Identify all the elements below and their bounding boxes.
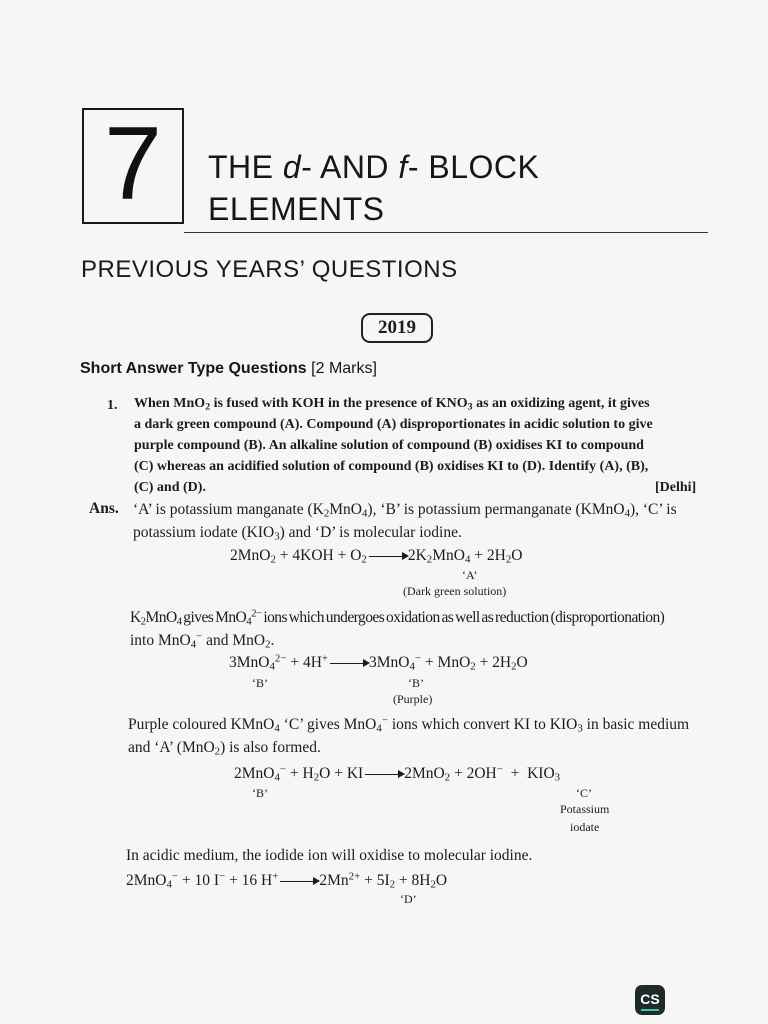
question-type-heading (80, 360, 377, 378)
label-c: ‘C’ (576, 786, 592, 800)
chapter-title-d: d (282, 149, 302, 185)
reaction-arrow (330, 663, 368, 664)
equation-manganate: $2MnO_2 + 4KOH + O_2$ $2K_2MnO_4 + 2H_2O$ (230, 547, 523, 566)
question-type-marks: [2 Marks] (311, 360, 377, 377)
question-line: (C) and (D). (134, 480, 206, 495)
year-badge: 2019 (378, 317, 416, 338)
question-text (134, 393, 714, 498)
question-line: purple compound (B). An alkaline solution of compound (B) oxidises KI to compound (134, 438, 644, 453)
answer-line: into MnO$_4$− and MnO$_2$. (130, 630, 275, 651)
answer-label: Ans. (89, 500, 119, 517)
chapter-title-line2: ELEMENTS (208, 191, 385, 227)
chapter-title-prefix: THE (208, 149, 283, 185)
reaction-arrow (369, 556, 407, 557)
reaction-arrow (280, 881, 318, 882)
question-source: [Delhi] (655, 480, 697, 495)
question-number: 1. (107, 398, 118, 413)
chapter-title-f: f (398, 149, 408, 185)
chapter-title-mid: - AND (301, 149, 399, 185)
answer-intro (133, 498, 723, 544)
iodate-label: iodate (570, 820, 600, 834)
title-divider (184, 232, 708, 233)
section-title: PREVIOUS YEARS’ QUESTIONS (81, 256, 458, 283)
chapter-title-suffix: - BLOCK (407, 149, 540, 185)
answer-line: Purple coloured KMnO$_4$ ‘C’ gives MnO$_4$− ions which convert KI to $KIO_3$ in basic medium (128, 714, 690, 735)
equation-basic-medium: $2MnO_4^- + H_2O$ + KI $2MnO_2 + 2OH^- + KIO_3$ (234, 763, 561, 784)
chapter-title (208, 146, 539, 230)
reaction-arrow (365, 774, 403, 775)
chapter-number: 7 (104, 106, 162, 222)
label-d: ‘D’ (400, 892, 417, 906)
answer-line: $K_2MnO_4$ gives MnO$_4^{2-}$ ions which undergoes oxidation as well as reduction (disproportionation) (130, 607, 665, 628)
label-b: ‘B’ (252, 786, 268, 800)
question-line: a dark green compound (A). Compound (A) disproportionates in acidic solution to give (134, 417, 653, 432)
dark-green-label: (Dark green solution) (403, 584, 507, 598)
answer-line: and ‘A’ (MnO$_2$) is also formed. (128, 739, 321, 758)
answer-line: ‘A’ is potassium manganate $(K_2MnO_4)$, ‘B’ is potassium permanganate (KMnO$_4$), ‘C’ is (133, 501, 677, 520)
equation-acidic-medium: 2MnO$_4$− + 10 I− + 16 H+ $2Mn^{2+} + 5I_2 + 8H_2O$ (126, 870, 448, 891)
camscanner-logo-icon: CS (635, 985, 665, 1015)
question-line: (C) whereas an acidified solution of compound (B) oxidises KI to (D). Identify (A), (B), (134, 459, 649, 474)
question-type-label: Short Answer Type Questions (80, 360, 307, 377)
answer-line: potassium iodate $(KIO_3)$ and ‘D’ is molecular iodine. (133, 524, 462, 543)
purple-label: (Purple) (393, 692, 433, 706)
potassium-label: Potassium (560, 802, 610, 816)
disproportionation-text (130, 606, 730, 652)
basic-medium-text (128, 713, 728, 759)
label-a: ‘A’ (462, 568, 478, 582)
question-line: When MnO$_2$ is fused with KOH in the presence of $KNO_3$ as an oxidizing agent, it gives (134, 396, 650, 413)
acidic-medium-text: In acidic medium, the iodide ion will oxidise to molecular iodine. (126, 847, 533, 864)
equation-disproportionation: 3MnO$_4^{2-}$ + 4H+ $3MnO_4^- + MnO_2 + 2H_2O$ (229, 652, 528, 673)
label-b: ‘B’ (408, 676, 424, 690)
label-b: ‘B’ (252, 676, 268, 690)
